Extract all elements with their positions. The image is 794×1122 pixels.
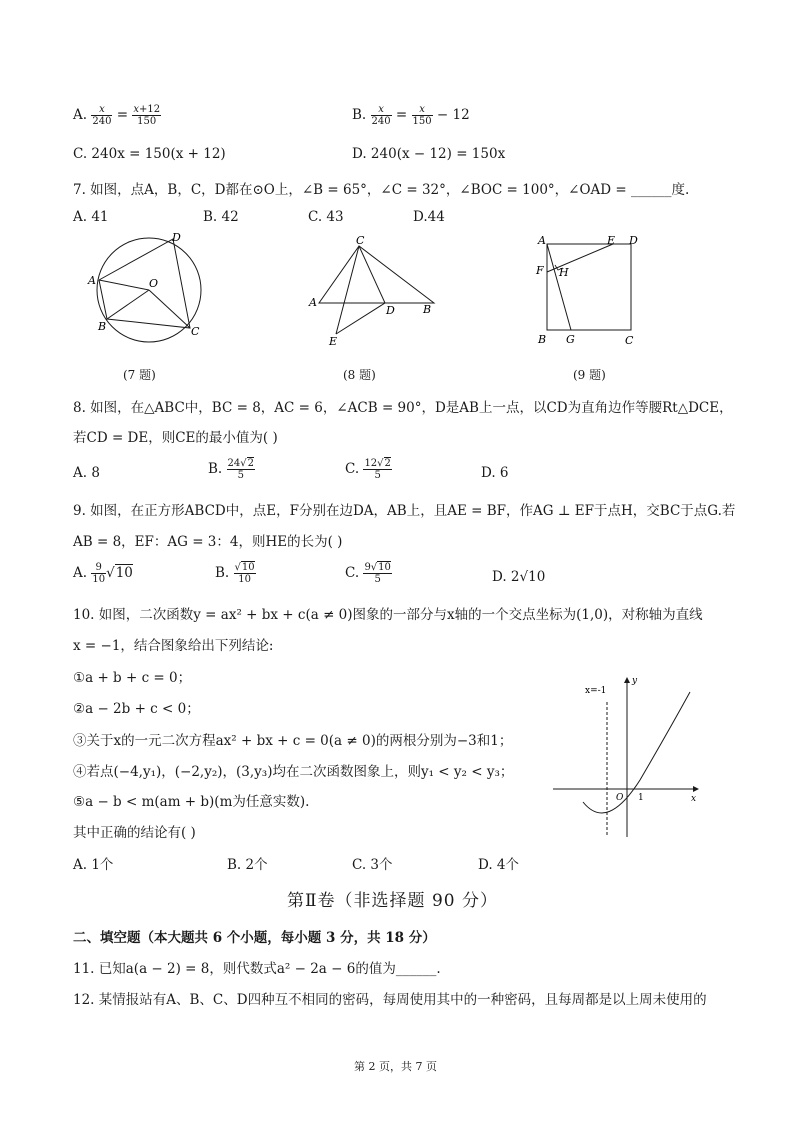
q8-option-b: B. $\frac{24√2}{5}$: [208, 458, 254, 481]
q11-stem: 11. 已知a(a − 2) = 8，则代数式a² − 2a − 6的值为______.: [73, 961, 441, 977]
f9-label-c: C: [625, 334, 634, 347]
q10-option-b: B. 2个: [227, 857, 268, 873]
f10-label-y: y: [632, 676, 638, 686]
q9-stem-line2: AB = 8，EF：AG = 3：4，则HE的长为( ): [73, 534, 343, 550]
q10-conclusion-4: ④若点(−4,y₁)，(−2,y₂)，(3,y₃)均在二次函数图象上，则y₁ < y₂ < y₃；: [73, 764, 514, 780]
f8-label-d: D: [386, 304, 395, 317]
q6-option-d: D. 240(x − 12) = 150x: [352, 146, 506, 162]
fill-in-section-heading: 二、填空题（本大题共 6 个小题，每小题 3 分，共 18 分）: [73, 930, 436, 946]
q7-option-d: D.44: [413, 209, 445, 225]
q10-conclusion-1: ①a + b + c = 0；: [73, 670, 192, 686]
part2-title: 第Ⅱ卷（非选择题 90 分）: [287, 891, 498, 911]
figure-8-caption: (8 题): [343, 368, 376, 382]
f7-label-o: O: [149, 277, 159, 290]
f10-axis-of-symmetry-label: x=-1: [585, 686, 607, 696]
q10-option-a: A. 1个: [73, 857, 114, 873]
q10-conclusion-3: ③关于x的一元二次方程ax² + bx + c = 0(a ≠ 0)的两根分别为−3和1；: [73, 733, 513, 749]
page-footer: 第 2 页，共 7 页: [354, 1060, 437, 1073]
f10-label-x: x: [691, 794, 697, 804]
f8-label-c: C: [356, 234, 365, 247]
q10-stem-line1: 10. 如图，二次函数y = ax² + bx + c(a ≠ 0)图象的一部分与x轴的一个交点坐标为(1,0)，对称轴为直线: [73, 607, 703, 623]
q6-option-c: C. 240x = 150(x + 12): [73, 146, 226, 162]
q9-option-d: D. 2√10: [492, 569, 546, 585]
f8-label-e: E: [329, 335, 338, 348]
q8-option-a: A. 8: [73, 465, 100, 481]
f10-label-1: 1: [638, 793, 644, 803]
figure-10-parabola: [548, 672, 706, 842]
f7-label-a: A: [88, 274, 96, 287]
q10-option-d: D. 4个: [478, 857, 520, 873]
q8-stem-line1: 8. 如图，在△ABC中，BC = 8，AC = 6，∠ACB = 90°，D是AB上一点，以CD为直角边作等腰Rt△DCE，: [73, 400, 733, 416]
f10-label-o: O: [616, 793, 624, 803]
f9-label-e: E: [607, 234, 616, 247]
f9-label-f: F: [536, 264, 544, 277]
q7-option-b: B. 42: [203, 209, 239, 225]
q10-ask: 其中正确的结论有( ): [73, 825, 196, 841]
q10-conclusion-5: ⑤a − b < m(am + b)(m为任意实数).: [73, 794, 310, 810]
q7-option-c: C. 43: [308, 209, 344, 225]
figure-7-circle: [85, 228, 215, 348]
q7-option-a: A. 41: [73, 209, 109, 225]
q9-option-a: A. $\frac{9}{10}$ √10: [73, 562, 133, 585]
q7-stem: 7. 如图，点A，B，C，D都在⊙O上，∠B = 65°，∠C = 32°，∠BOC = 100°，∠OAD = ______度.: [73, 182, 690, 198]
f9-label-a: A: [538, 234, 546, 247]
q10-option-c: C. 3个: [352, 857, 393, 873]
q8-option-c: C. $\frac{12√2}{5}$: [345, 458, 391, 481]
q12-stem: 12. 某情报站有A、B、C、D四种互不相同的密码，每周使用其中的一种密码，且每周都是以上周未使用的: [73, 992, 707, 1008]
f9-label-g: G: [566, 333, 575, 346]
figure-8-triangles: [305, 233, 440, 348]
f9-label-h: H: [559, 266, 569, 279]
f9-label-d: D: [629, 234, 638, 247]
q10-stem-line2: x = −1，结合图象给出下列结论:: [73, 638, 274, 654]
q9-option-b: B. $\frac{√10}{10}$: [215, 562, 255, 585]
f8-label-a: A: [309, 296, 317, 309]
q10-conclusion-2: ②a − 2b + c < 0；: [73, 701, 200, 717]
q9-stem-line1: 9. 如图，在正方形ABCD中，点E，F分别在边DA，AB上，且AE = BF，作AG ⊥ EF于点H，交BC于点G.若: [73, 503, 736, 519]
q9-option-c: C. $\frac{9√10}{5}$: [345, 562, 391, 585]
q8-option-d: D. 6: [481, 465, 509, 481]
q6-option-b: B. $\frac{x}{240}$ = $\frac{x}{150}$ − 12: [352, 104, 470, 127]
f7-label-d: D: [172, 231, 181, 244]
q8-stem-line2: 若CD = DE，则CE的最小值为( ): [73, 430, 278, 446]
f9-label-b: B: [538, 333, 547, 346]
figure-7-caption: (7 题): [123, 368, 156, 382]
f8-label-b: B: [423, 303, 432, 316]
f7-label-b: B: [98, 320, 107, 333]
f7-label-c: C: [191, 325, 200, 338]
q6-option-a: A. $\frac{x}{240}$ = $\frac{x+12}{150}$: [73, 104, 161, 127]
figure-9-caption: (9 题): [573, 368, 606, 382]
figure-9-square: [533, 232, 648, 350]
